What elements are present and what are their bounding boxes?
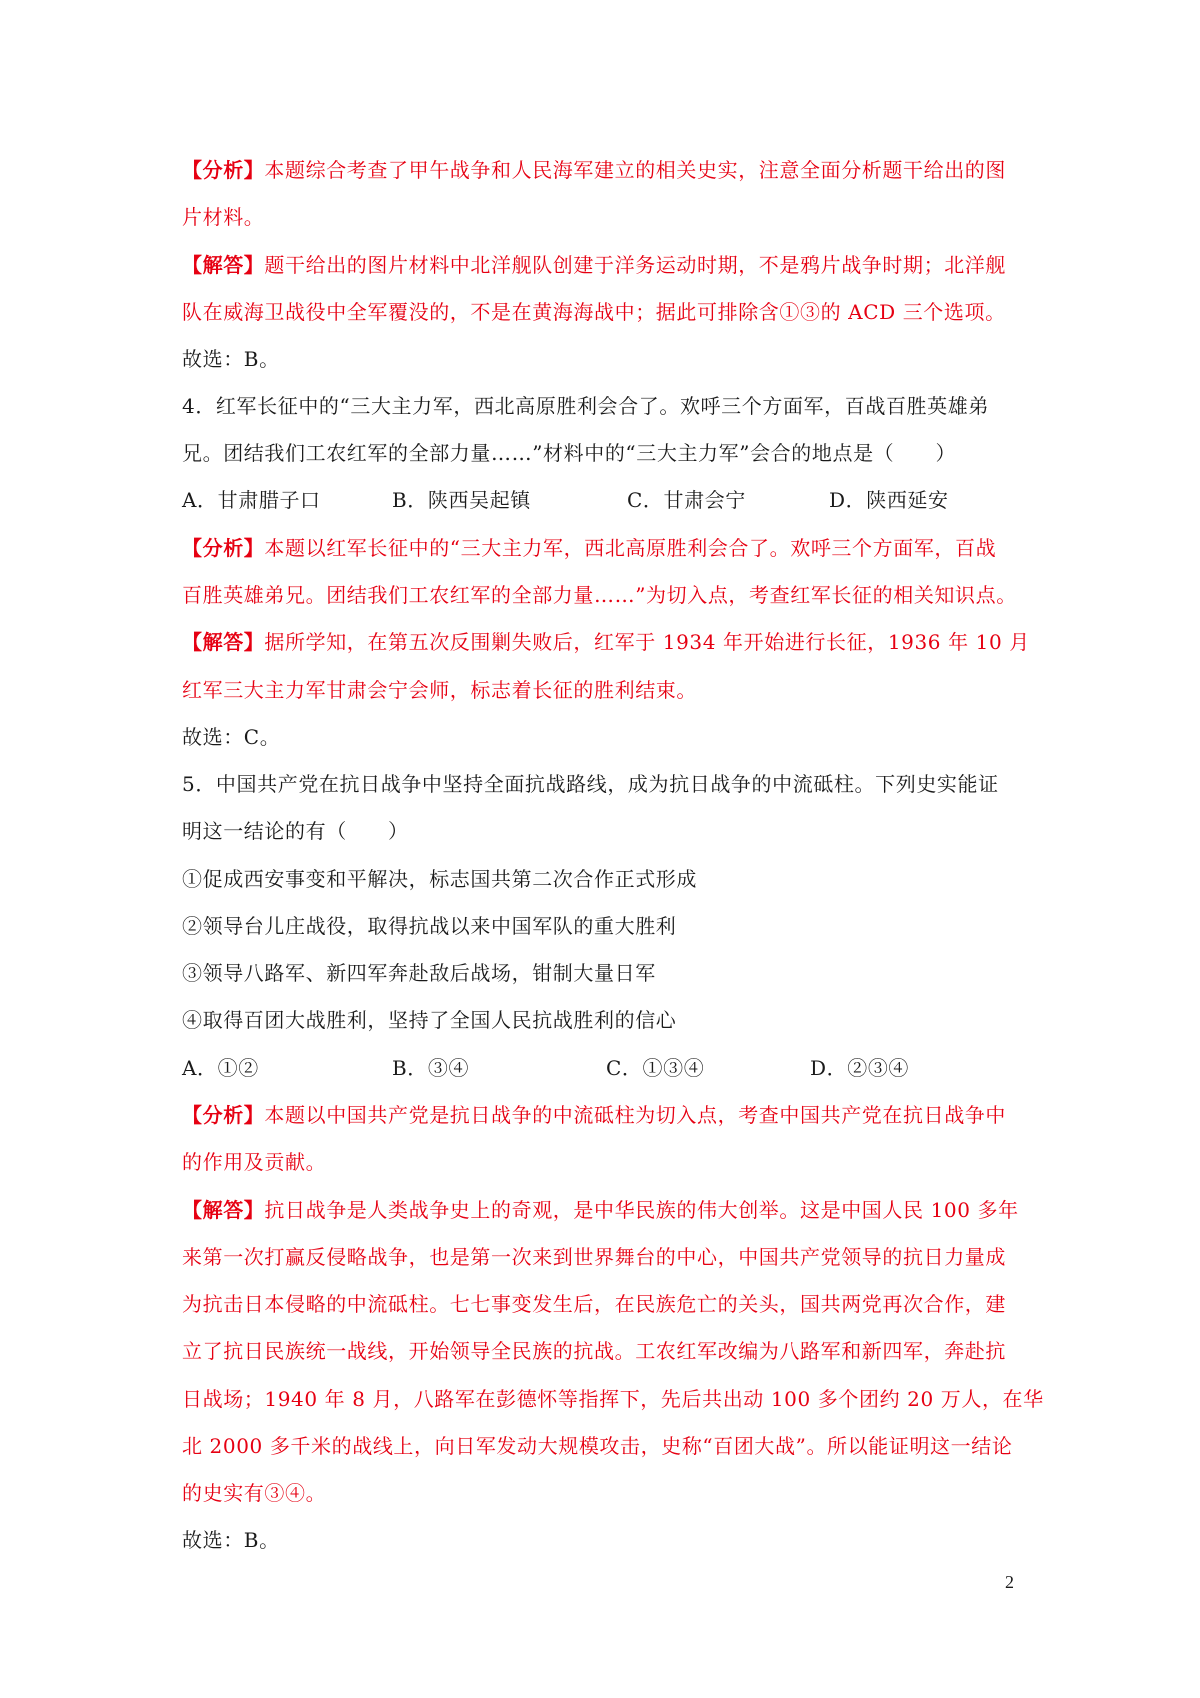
analysis-tag: 【分析】 — [182, 1103, 265, 1127]
q4-options — [182, 485, 1032, 515]
q4-answer-line-1: 【解答】据所学知，在第五次反围剿失败后，红军于 1934 年开始进行长征，1936 年 10 月 — [182, 630, 1030, 654]
q4-option-d: D．陕西延安 — [829, 488, 949, 512]
q4-answer-line-2: 红军三大主力军甘肃会宁会师，标志着长征的胜利结束。 — [182, 678, 697, 702]
q5-option-a: A．①② — [182, 1056, 259, 1080]
q4-result: 故选：C。 — [182, 725, 281, 749]
q4-stem-line-1: 4．红军长征中的“三大主力军，西北高原胜利会合了。欢呼三个方面军，百战百胜英雄弟 — [182, 394, 989, 418]
q3-result: 故选：B。 — [182, 347, 280, 371]
answer-tag: 【解答】 — [182, 1198, 265, 1222]
q3-analysis-line-1: 【分析】本题综合考查了甲午战争和人民海军建立的相关史实，注意全面分析题干给出的图 — [182, 158, 1007, 182]
q5-answer-line-6: 北 2000 多千米的战线上，向日军发动大规模攻击，史称“百团大战”。所以能证明这一结论 — [182, 1434, 1013, 1458]
q5-answer-line-4: 立了抗日民族统一战线，开始领导全民族的抗战。工农红军改编为八路军和新四军，奔赴抗 — [182, 1339, 1006, 1363]
q5-stem-line-1: 5．中国共产党在抗日战争中坚持全面抗战路线，成为抗日战争的中流砥柱。下列史实能证 — [182, 772, 999, 796]
q4-analysis-line-2: 百胜英雄弟兄。团结我们工农红军的全部力量……”为切入点，考查红军长征的相关知识点。 — [182, 583, 1017, 607]
q5-option-b: B．③④ — [392, 1056, 470, 1080]
q5-stem-line-2: 明这一结论的有（ ） — [182, 819, 409, 843]
q5-answer-line-2: 来第一次打赢反侵略战争，也是第一次来到世界舞台的中心，中国共产党领导的抗日力量成 — [182, 1245, 1006, 1269]
q5-result: 故选：B。 — [182, 1528, 280, 1552]
q3-answer-line-1: 【解答】题干给出的图片材料中北洋舰队创建于洋务运动时期，不是鸦片战争时期；北洋舰 — [182, 253, 1007, 277]
q5-option-d: D．②③④ — [810, 1056, 910, 1080]
q4-option-b: B．陕西吴起镇 — [392, 488, 531, 512]
q4-stem-line-2: 兄。团结我们工农红军的全部力量……”材料中的“三大主力军”会合的地点是（ ） — [182, 441, 957, 465]
q3-answer-line-2: 队在威海卫战役中全军覆没的，不是在黄海海战中；据此可排除含①③的 ACD 三个选项。 — [182, 300, 1006, 324]
q3-analysis-line-2: 片材料。 — [182, 205, 265, 229]
q5-item-3: ③领导八路军、新四军奔赴敌后战场，钳制大量日军 — [182, 961, 656, 985]
q5-options — [182, 1053, 1032, 1083]
answer-tag: 【解答】 — [182, 630, 265, 654]
q5-item-4: ④取得百团大战胜利，坚持了全国人民抗战胜利的信心 — [182, 1008, 677, 1032]
q5-option-c: C．①③④ — [606, 1056, 705, 1080]
q5-answer-line-1: 【解答】抗日战争是人类战争史上的奇观，是中华民族的伟大创举。这是中国人民 100 多年 — [182, 1198, 1019, 1222]
q5-item-2: ②领导台儿庄战役，取得抗战以来中国军队的重大胜利 — [182, 914, 677, 938]
q5-answer-line-3: 为抗击日本侵略的中流砥柱。七七事变发生后，在民族危亡的关头，国共两党再次合作，建 — [182, 1292, 1006, 1316]
analysis-tag: 【分析】 — [182, 158, 265, 182]
page-number: 2 — [1005, 1572, 1014, 1592]
q4-option-a: A．甘肃腊子口 — [182, 488, 321, 512]
q5-answer-line-7: 的史实有③④。 — [182, 1481, 327, 1505]
q5-analysis-line-2: 的作用及贡献。 — [182, 1150, 327, 1174]
q5-item-1: ①促成西安事变和平解决，标志国共第二次合作正式形成 — [182, 867, 697, 891]
q4-option-c: C．甘肃会宁 — [627, 488, 746, 512]
q5-answer-line-5: 日战场；1940 年 8 月，八路军在彭德怀等指挥下，先后共出动 100 多个团约 20 万人，在华 — [182, 1387, 1044, 1411]
q5-analysis-line-1: 【分析】本题以中国共产党是抗日战争的中流砥柱为切入点，考查中国共产党在抗日战争中 — [182, 1103, 1007, 1127]
answer-tag: 【解答】 — [182, 253, 265, 277]
q4-analysis-line-1: 【分析】本题以红军长征中的“三大主力军，西北高原胜利会合了。欢呼三个方面军，百战 — [182, 536, 997, 560]
analysis-tag: 【分析】 — [182, 536, 265, 560]
